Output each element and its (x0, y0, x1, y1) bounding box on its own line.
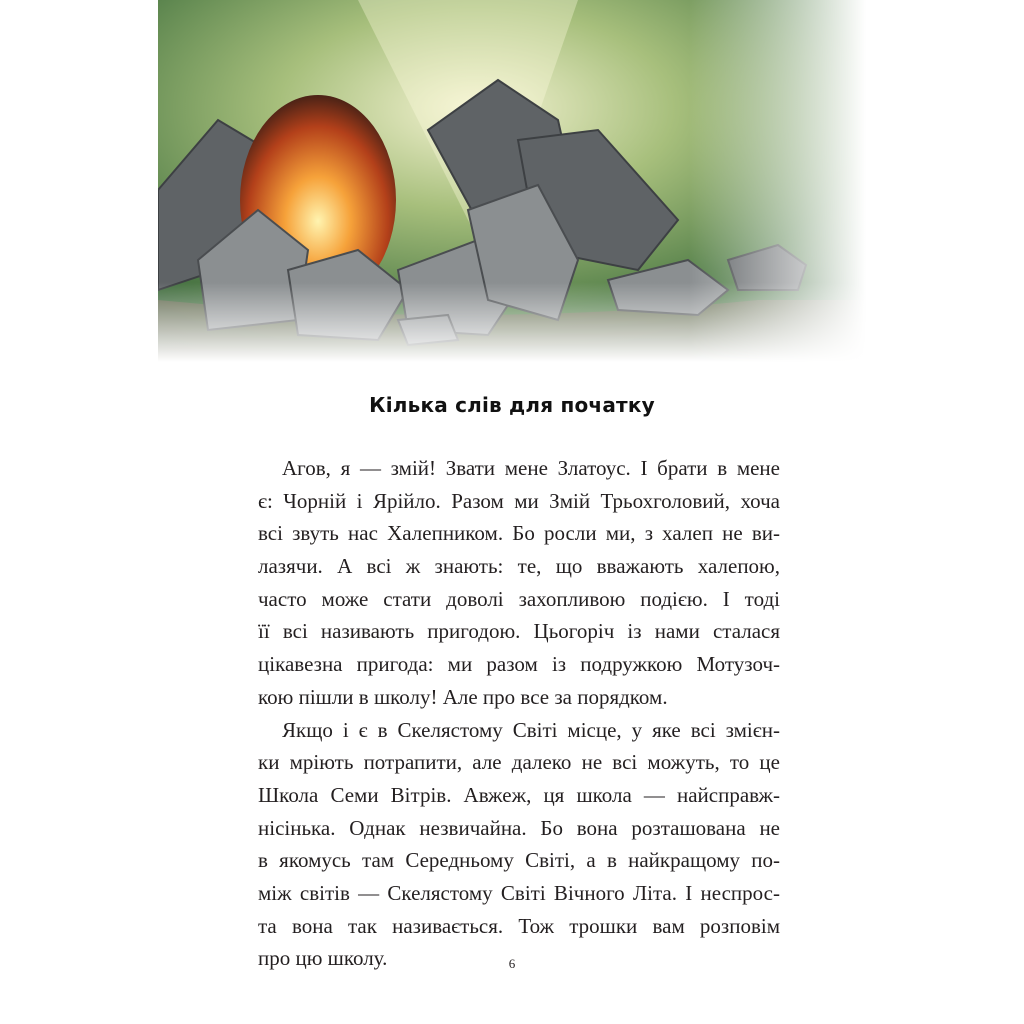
chapter-title: Кілька слів для початку (369, 393, 655, 417)
text-line: всі звуть нас Халепником. Бо росли ми, з халеп не ви- (258, 521, 780, 546)
paragraph (258, 714, 780, 976)
text-line: часто може стати доволі захопливою подією. І тоді (258, 586, 780, 611)
text-line: про цю школу. (258, 946, 388, 971)
text-line: та вона так називається. Тож трошки вам розповім (258, 913, 780, 938)
text-line: є: Чорній і Ярійло. Разом ми Змій Трьохголовий, хоча (258, 488, 780, 513)
text-line: між світів — Скелястому Світі Вічного Літа. І неспрос- (258, 880, 780, 905)
text-line: Якщо і є в Скелястому Світі місце, у яке всі змієн- (282, 717, 780, 742)
text-line: кою пішли в школу! Але про все за порядком. (258, 684, 668, 709)
text-line: цікавезна пригода: ми разом із подружкою Мотузоч- (258, 652, 780, 677)
text-line: ки мріють потрапити, але далеко не всі можуть, то це (258, 750, 780, 775)
text-line: її всі називають пригодою. Цьогоріч із нами сталася (258, 619, 780, 644)
text-line: Агов, я — змій! Звати мене Златоус. І брати в мене (282, 456, 780, 480)
page-number: 6 (508, 956, 516, 971)
text-line: Школа Семи Вітрів. Авжеж, ця школа — найсправж- (258, 782, 780, 807)
text-line: лазячи. А всі ж знають: те, що вважають халепою, (258, 554, 780, 579)
text-line: в якомусь там Середньому Світі, а в найкращому по- (258, 848, 780, 873)
text-line: нісінька. Однак незвичайна. Бо вона розташована не (258, 815, 780, 840)
paragraph (258, 452, 780, 714)
body-text (258, 452, 780, 975)
glowing-dragon-egg-illustration (158, 0, 866, 362)
